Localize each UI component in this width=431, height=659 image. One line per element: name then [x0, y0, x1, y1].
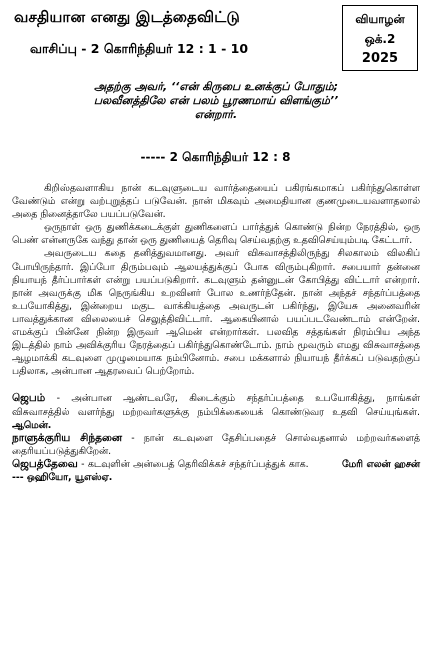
key-verse-line-1: அதற்கு அவர், ‘‘என் கிருபை உனக்குப் போதும்;	[94, 80, 338, 93]
prayer-topic-section	[12, 458, 420, 484]
date-year: 2025	[361, 51, 399, 66]
thought-text: - நான் கடவுளை தேசிப்பதைச் சொல்வதனால் மற்றவர்களைத் தைரியப்படுத்துகிறேன்.	[12, 432, 420, 457]
thought-label: நாளுக்குரிய சிந்தனை	[12, 431, 123, 444]
date-month: ஒக்.2	[364, 32, 396, 46]
prayer-amen: ஆமென்.	[12, 419, 52, 431]
body-paragraph-3: அவருடைய கதை தனித்துவமானது. அவர் விசுவாசத்திலிருந்து சிலகாலம் விலகிப் போயிருந்தார். இப்போ திரும்பவும் ஆலயத்துக்குப் போக விரும்புகிறார். சபையார் தன்னை நியாயந் தீர்ப்பார்கள் என்று பயப்படுகிறார். கடவுளும் தன்னுடன் கோபித்து விட்டார் என்றார். நான் அவருக்கு மிக நெருங்கிய உறவினர் போல உணர்ந்தேன். நான் அந்தச் சந்தர்ப்பத்தை உபயோகித்து, இன்றைய மகுட வாக்கியத்தை அவருடன் பகிர்ந்து, இயேசு அனைவரின் பாவத்துக்கான விலையைச் செலுத்திவிட்டார். ஆகையினால் பயப்படவேண்டாம் என்றேன். எமக்குப் பின்னே நின்ற இருவர் ஆமென் என்றார்கள். பலவித சத்தங்கள் நிரம்பிய அந்த இடத்தில் நாம் அவிக்குரிய நேரத்தைப் பகிர்ந்துகொண்டோம். நாம் மூவரும் எமது விசுவாசத்தை ஆழமாக்கி கடவுளை முழுமையாக நம்பினோம். சபை மக்களால் நியாயந் தீர்க்கப் படுவதற்குப் பதிலாக, அன்பான ஆதரவைப் பெற்றோம்.	[12, 248, 420, 378]
prayer-text: - அன்பான ஆண்டவரே, கிடைக்கும் சந்தர்ப்பத்தை உபயோகித்து, நாங்கள் விசுவாசத்தில் வளர்ந்து மற்றவர்களுக்கு நம்பிக்கையைக் கொண்டுவர உதவி செய்யுங்கள்.	[12, 393, 420, 418]
prayer-topic-label: ஜெபத்தேவை	[12, 457, 78, 470]
key-verse-line-2: பலவீனத்திலே என் பலம் பூரணமாய் விளங்கும்’’	[93, 94, 339, 107]
key-verse	[18, 80, 414, 122]
prayer-label: ஜெபம்	[12, 392, 46, 405]
reading-reference: வாசிப்பு - 2 கொரிந்தியர் 12 : 1 - 10	[30, 41, 249, 56]
date-day: வியாழன்	[355, 12, 405, 26]
prayer-section	[12, 392, 420, 431]
body-paragraph-1: கிறிஸ்தவளாகிய நான் கடவுளுடைய வார்த்தையைப் பகிரங்கமாகப் பகிர்ந்துகொள்ள வேண்டும் என்று வற்புறுத்தப் படுவேன். நான் மிகவும் அமைதியான குணமுடையவளாதலால் அதை நினைத்தாலே பயப்படுவேன்.	[12, 183, 420, 221]
prayer-topic-text: - கடவுளின் அன்பைத் தெரிவிக்கச் சந்தர்ப்பத்துக் காக.	[81, 458, 309, 470]
devotion-body	[12, 182, 420, 484]
verse-reference: ----- 2 கொரிந்தியர் 12 : 8	[140, 150, 291, 164]
date-box	[342, 5, 418, 71]
body-paragraph-2: ஒருநாள் ஒரு துணிக்கடைக்குள் துணிகளைப் பார்த்துக் கொண்டு நின்ற நேரத்தில், ஒரு பெண் என்னருகே வந்து தான் ஒரு துணியைத் தெரிவு செய்வதற்கு உதவிசெய்யும்படி கேட்டார்.	[12, 222, 420, 247]
thought-section	[12, 432, 420, 458]
devotion-title: வசதியான எனது இடத்தைவிட்டு	[14, 8, 240, 26]
key-verse-line-3: என்றார்.	[194, 108, 238, 121]
author-signature: மேரி எலன் ஹசன் --- ஒஹியோ, யூஎஸ்ஏ.	[12, 458, 420, 483]
